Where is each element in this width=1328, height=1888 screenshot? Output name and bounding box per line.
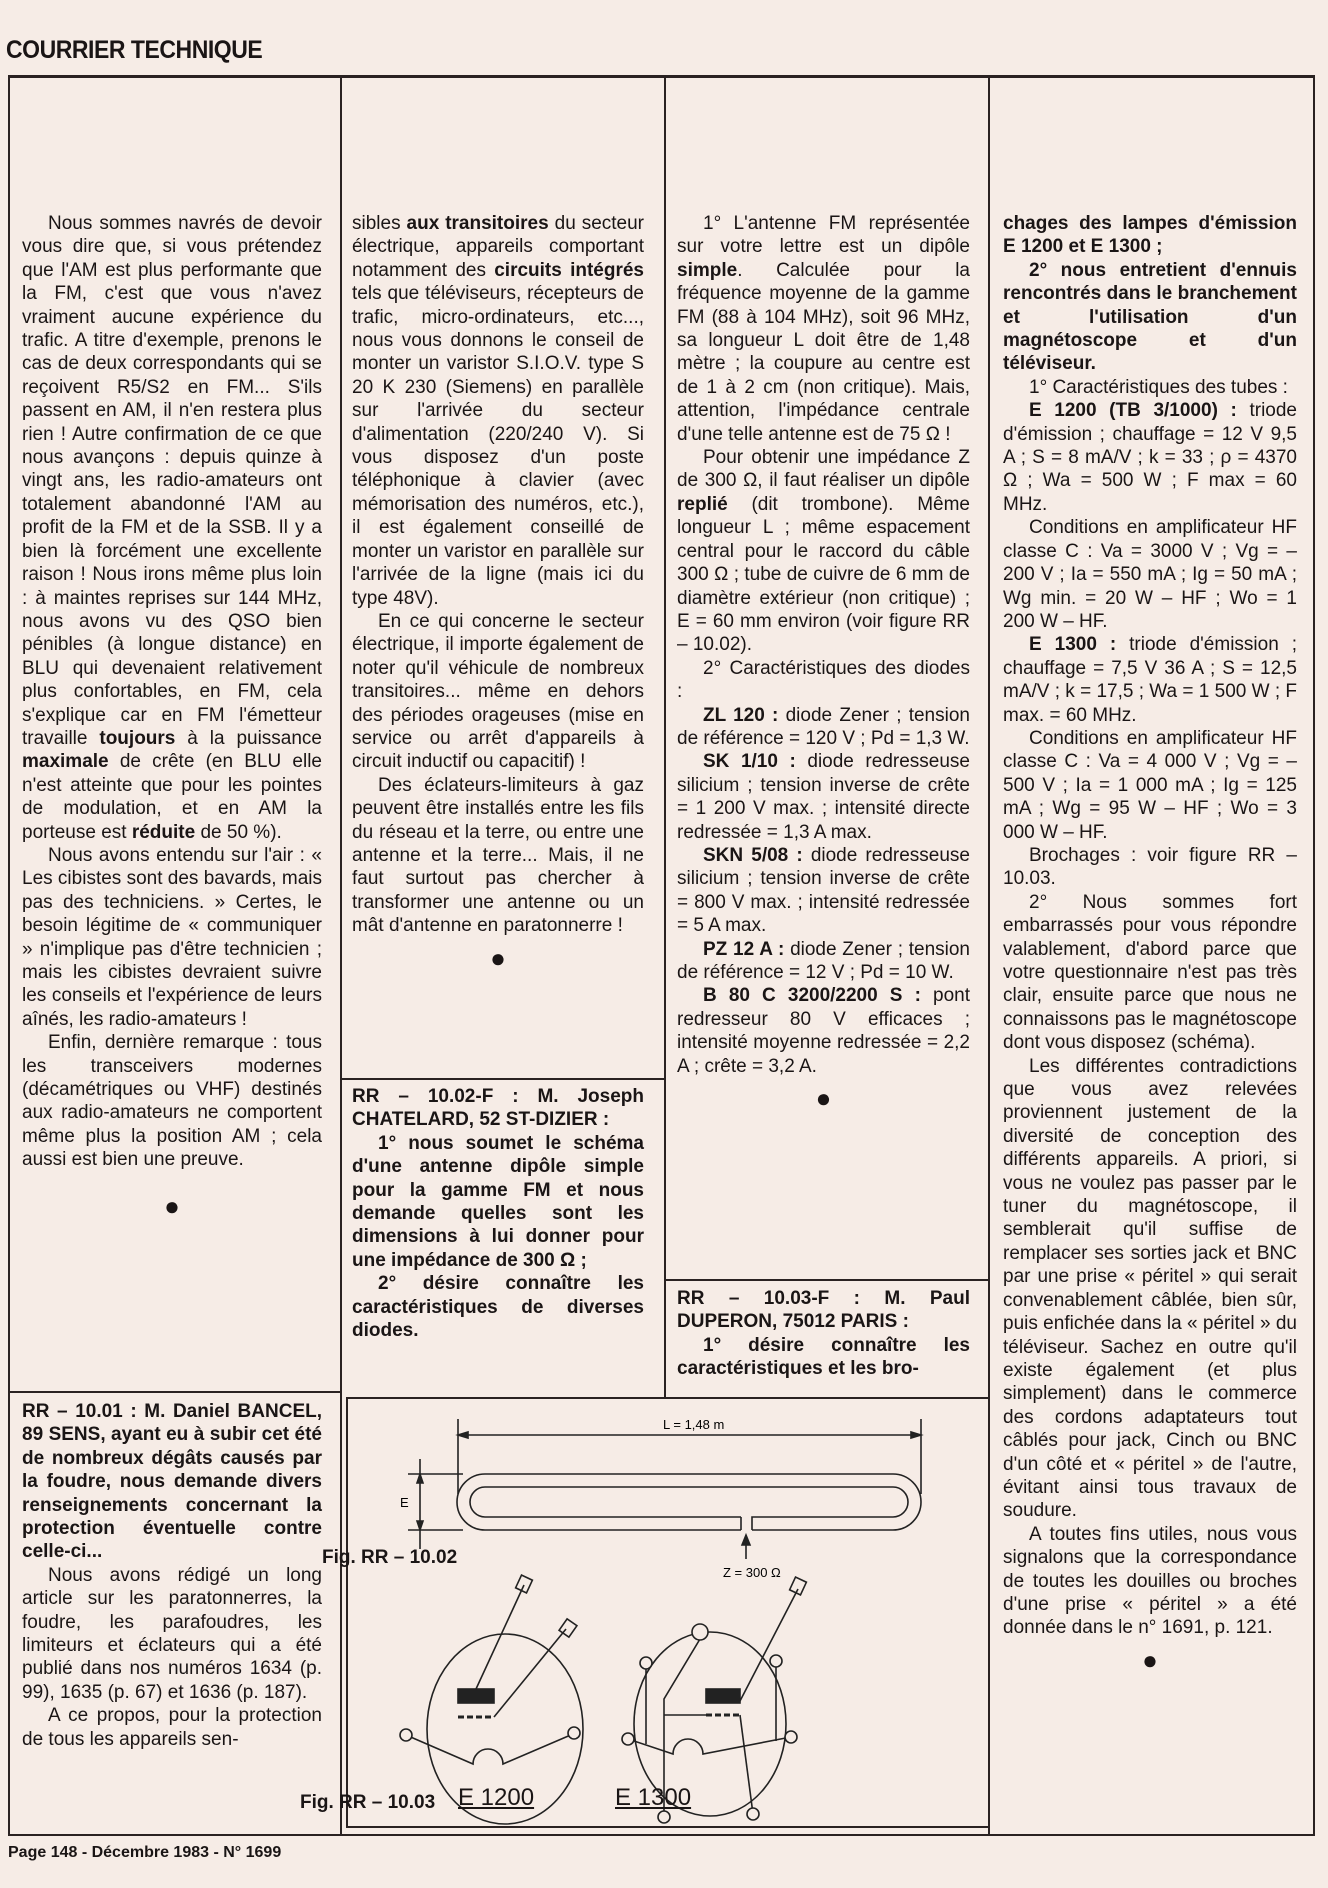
paragraph: [1003, 727, 1297, 844]
text: RR – 10.01 : M. Daniel BANCEL, 89 SENS, ayant eu à subir cet été de nombreux dégâts causés par la foudre, nous demande divers renseignements concernant la protection éventuelle contre celle-ci...: [22, 1401, 322, 1563]
page-footer: Page 148 - Décembre 1983 - N° 1699: [8, 1844, 282, 1861]
tube-label-e1300: E 1300: [615, 1784, 692, 1811]
section-divider: [8, 1391, 341, 1393]
text: pont redresseur 80 V efficaces ; intensité moyenne redressée = 2,2 A ; crête = 3,2 A.: [677, 985, 970, 1077]
paragraph: [1003, 516, 1297, 633]
bullet: ●: [490, 942, 506, 973]
text: Enfin, dernière remarque : tous les transceivers modernes (décamétriques ou VHF) destinés aux radio-amateurs ne comportent même plus la position AM ; cela aussi est bien une preuve.: [22, 1032, 322, 1171]
bold-text: replié: [677, 493, 728, 515]
paragraph: [1003, 891, 1297, 1055]
text: 1° nous soumet le schéma d'une antenne dipôle simple pour la gamme FM et nous demande quelles sont les dimensions à lui donner pour une impédance de 300 Ω ;: [352, 1132, 644, 1271]
paragraph: [677, 446, 970, 657]
text: diode redresseuse silicium ; tension inverse de crête = 800 V max. ; intensité redressée = 5 A max.: [677, 844, 970, 937]
letter-heading: [677, 1287, 970, 1334]
text: 1° Caractéristiques des tubes :: [1029, 376, 1288, 398]
paragraph: [677, 657, 970, 704]
text: diode redresseuse silicium ; tension inverse de crête = 1 200 V max. ; intensité directe redressée = 1,3 A max.: [677, 751, 970, 843]
tube-label-e1200: E 1200: [458, 1784, 535, 1811]
letter-heading: [1003, 212, 1297, 259]
paragraph: [1003, 259, 1297, 376]
paragraph: [22, 1564, 322, 1704]
text: En ce qui concerne le secteur électrique, il importe également de noter qu'il véhicule de nombreux transitoires... même en dehors des périodes orageuses (mise en service ou arrêt d'appareils à circuit inductif ou capacitif) !: [352, 610, 644, 773]
bold-text: E 1300 :: [1029, 634, 1117, 656]
text: Des éclateurs-limiteurs à gaz peuvent être installés entre les fils du réseau et la terre, ou entre une antenne et la terre... Mais, il ne faut surtout pas chercher à transformer une antenne ou un mât d'antenne en paratonnerre !: [352, 774, 644, 937]
text: de crête (en BLU elle n'est atteinte que pour les pointes de modulation, et en AM la porteuse est: [22, 751, 322, 843]
text: triode d'émission ; chauffage = 12 V 9,5 A ; S = 8 mA/V ; k = 33 ; ρ = 4370 Ω ; Wa = 500 W ; F max = 60 MHz.: [1003, 400, 1297, 515]
text: A ce propos, pour la protection de tous les appareils sen-: [22, 1705, 322, 1750]
bold-text: SK 1/10 :: [703, 751, 796, 773]
column-divider: [340, 75, 342, 1836]
section-title: COURRIER TECHNIQUE: [6, 36, 263, 64]
paragraph: [22, 1704, 322, 1751]
text: diode Zener ; tension de référence = 120 V ; Pd = 1,3 W.: [677, 704, 970, 749]
section-divider: [341, 1078, 665, 1080]
text: chages des lampes d'émission E 1200 et E 1300 ;: [1003, 213, 1297, 258]
bold-text: maximale: [22, 751, 109, 773]
text: diode Zener ; tension de référence = 12 V ; Pd = 10 W.: [677, 938, 970, 983]
paragraph: [1003, 376, 1297, 399]
column-4: [1003, 212, 1297, 1680]
text: Brochages : voir figure RR –10.03.: [1003, 844, 1297, 890]
paragraph: [352, 774, 644, 938]
bullet: ●: [164, 1190, 180, 1221]
spacing-label: E: [400, 1495, 409, 1510]
letter-heading: [352, 1085, 644, 1132]
bold-text: circuits intégrés: [494, 259, 644, 281]
paragraph: [22, 212, 322, 844]
length-label: L = 1,48 m: [663, 1417, 725, 1432]
paragraph: [677, 750, 970, 844]
column-3-bottom: [677, 1287, 970, 1381]
text: RR – 10.02-F : M. Joseph CHATELARD, 52 ST-DIZIER :: [352, 1086, 644, 1131]
text: triode d'émission ; chauffage = 7,5 V 36 A ; S = 12,5 mA/V ; k = 17,5 ; Wa = 1 500 W ; F max. = 60 MHz.: [1003, 634, 1297, 726]
section-divider: [665, 1279, 989, 1281]
text: 1° désire connaître les caractéristiques et les bro-: [677, 1334, 970, 1380]
text: tels que téléviseurs, récepteurs de trafic, micro-ordinateurs, etc..., nous vous donnons le conseil de monter un varistor S.I.O.V. type S 20 K 230 (Siemens) en parallèle sur l'arrivée du secteur d'alimentation (220/240 V). Si vous disposez d'un poste téléphonique à clavier (avec mémorisation des numéros, etc.), il est également conseillé de monter un varistor en parallèle sur l'arrivée de la ligne (mais ici du type 48V).: [352, 283, 644, 609]
text: 2° nous entretient d'ennuis rencontrés dans le branchement et l'utilisation d'un magnétoscope et d'un téléviseur.: [1003, 259, 1297, 375]
text: Nous avons entendu sur l'air : « Les cibistes sont des bavards, mais pas des techniciens. » Certes, le besoin légitime de « communiquer » n'implique pas d'être technicien ; mais les cibistes devraient suivre les conseils et l'expérience de leurs aînés, les radio-amateurs !: [22, 844, 322, 1030]
letter-heading: [22, 1400, 322, 1564]
paragraph: [352, 1132, 644, 1272]
paragraph: [677, 844, 970, 938]
paragraph: [22, 844, 322, 1031]
text: 2° désire connaître les caractéristiques de diverses diodes.: [352, 1273, 644, 1342]
text: . Calculée pour la fréquence moyenne de la gamme FM (88 à 104 MHz), soit 96 MHz, sa longueur L doit être de 1,48 mètre ; la coupure au centre est de 1 à 2 cm (non critique). Mais, attention, l'impédance centrale d'une telle antenne est de 75 Ω !: [677, 259, 970, 445]
text: Pour obtenir une impédance Z de 300 Ω, il faut réaliser un dipôle: [677, 447, 970, 492]
column-divider: [664, 75, 666, 1398]
text: Nous sommes navrés de devoir vous dire que, si vous prétendez que l'AM est plus performante que la FM, c'est que vous n'avez vraiment aucune expérience du trafic. A titre d'exemple, prenons le cas de deux correspondants qui se reçoivent R5/S2 en FM... S'ils passent en AM, il n'en restera plus rien ! Autre confirmation de ce que nous avançons : depuis quinze à vingt ans, les radio-amateurs ont totalement abandonné l'AM au profit de la FM et de la SSB. Il y a bien là forcément une excellente raison ! Nous irons même plus loin : à maintes reprises sur 144 MHz, nous avons vu des QSO bien pénibles (à longue distance) en BLU qui devenaient relativement plus confortables, en FM, cela s'explique car en FM l'émetteur travaille: [22, 213, 322, 749]
column-2-bottom: [352, 1085, 644, 1342]
bold-text: réduite: [131, 821, 196, 843]
bold-text: E 1200 (TB 3/1000) :: [1029, 400, 1237, 422]
bullet: ●: [815, 1083, 832, 1114]
text: 2° Caractéristiques des diodes :: [677, 657, 970, 703]
column-3-top: [677, 212, 970, 1118]
paragraph: [1003, 844, 1297, 891]
paragraph: [352, 610, 644, 774]
text: à la puissance: [175, 727, 322, 749]
text: RR – 10.03-F : M. Paul DUPERON, 75012 PARIS :: [677, 1288, 970, 1333]
paragraph: [1003, 399, 1297, 516]
column-1-top: [22, 212, 322, 1226]
paragraph: [677, 212, 970, 446]
paragraph: [677, 1334, 970, 1381]
text: Conditions en amplificateur HF classe C : Va = 3000 V ; Vg = –200 V ; Ia = 550 mA ; Ig = 50 mA ; Wg min. = 20 W – HF ; Wo = 1 200 W – HF.: [1003, 517, 1297, 632]
text: de 50 %).: [195, 821, 282, 843]
bold-text: B 80 C 3200/2200 S :: [703, 985, 921, 1007]
text: A toutes fins utiles, nous vous signalons que la correspondance de toutes les douilles ou broches d'une prise « péritel » a été donnée dans le n° 1691, p. 121.: [1003, 1523, 1297, 1639]
text: du secteur électrique, appareils comportant notamment des: [352, 213, 645, 281]
text: 2° Nous sommes fort embarrassés pour vous répondre valablement, d'abord parce que votre questionnaire n'est pas très clair, ensuite parce que nous ne connaissons pas le magnétoscope dont vous disposez (schéma).: [1003, 891, 1297, 1054]
paragraph: [352, 1272, 644, 1342]
paragraph: [677, 938, 970, 985]
figure-caption-10-03: Fig. RR – 10.03: [300, 1792, 436, 1813]
text: 1° L'antenne FM représentée sur votre lettre est un dipôle: [677, 213, 970, 258]
paragraph: [22, 1031, 322, 1171]
bullet: ●: [1142, 1644, 1158, 1675]
bold-text: SKN 5/08 :: [703, 844, 803, 866]
paragraph: [677, 704, 970, 751]
figure-caption-10-02: Fig. RR – 10.02: [322, 1547, 458, 1568]
paragraph: [677, 984, 970, 1078]
paragraph: [1003, 1523, 1297, 1640]
paragraph: [352, 212, 644, 610]
text: Conditions en amplificateur HF classe C : Va = 4 000 V ; Vg = –500 V ; Ia = 1 000 mA ; Ig = 125 mA ; Wg = 95 W – HF ; Wo = 3 000 W – HF.: [1003, 727, 1297, 843]
figure-drawings: [348, 1399, 988, 1826]
column-2-top: [352, 212, 644, 978]
text: Nous avons rédigé un long article sur les paratonnerres, la foudre, les parafoudres, les limiteurs et éclateurs qui a été publié dans nos numéros 1634 (p. 99), 1635 (p. 67) et 1636 (p. 187).: [22, 1564, 322, 1703]
bold-text: aux transitoires: [406, 213, 549, 234]
bold-text: ZL 120 :: [703, 704, 779, 726]
text: (dit trombone). Même longueur L ; même espacement central pour le raccord du câble 300 Ω ; tube de cuivre de 6 mm de diamètre extérieur (non critique) ; E = 60 mm environ (voir figure RR – 10.02).: [677, 493, 970, 656]
figure-box: [300, 1397, 990, 1828]
bold-text: toujours: [99, 727, 176, 749]
text: sibles: [352, 213, 407, 234]
column-1-bottom: [22, 1400, 322, 1751]
folded-dipole-diagram: [408, 1419, 921, 1559]
text: Les différentes contradictions que vous avez relevées proviennent justement de la diversité de conception des différents appareils. A priori, si vous ne voulez pas passer par le tuner du magnétoscope, il semblerait qu'il suffise de remplacer ses sorties jack et BNC par une prise « péritel » qui serait convenablement câblée, bien sûr, puis enfichée dans la « péritel » du téléviseur. Sachez en outre qu'il existe également (et plus simplement) dans le commerce des cordons adaptateurs tout câblés pour jack, Cinch ou BNC d'un côté et « péritel » de l'autre, évitant ainsi tous travaux de soudure.: [1003, 1055, 1297, 1522]
impedance-label: Z = 300 Ω: [723, 1565, 781, 1580]
paragraph: [1003, 1055, 1297, 1523]
bold-text: PZ 12 A :: [703, 938, 785, 960]
paragraph: [1003, 633, 1297, 727]
bold-text: simple: [677, 259, 738, 281]
